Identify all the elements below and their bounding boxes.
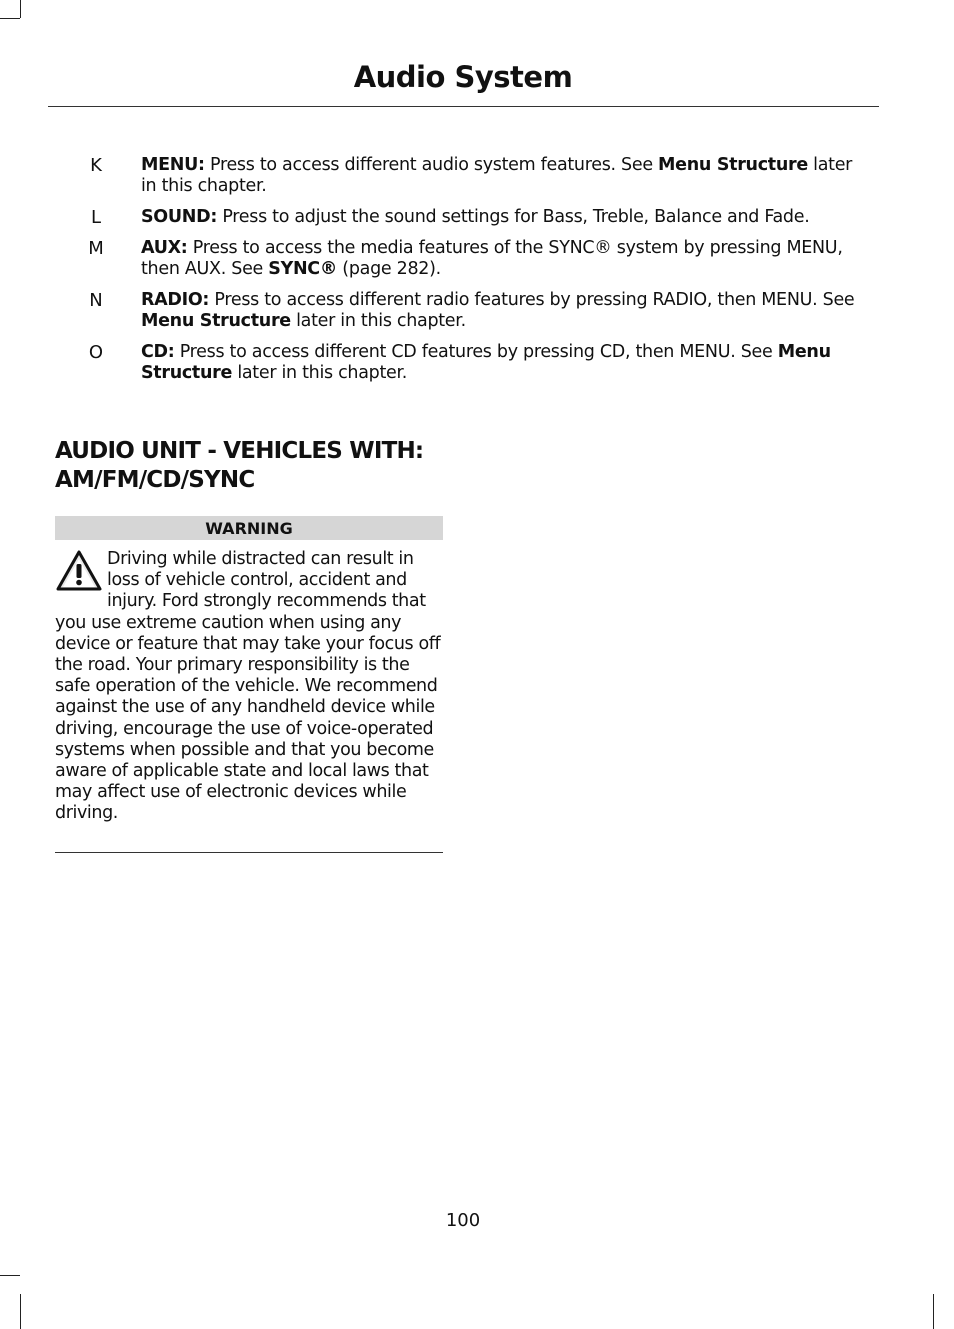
cross-reference: Menu Structure xyxy=(141,311,291,331)
item-description xyxy=(141,290,869,332)
item-text: Press to adjust the sound settings for Bass, Treble, Balance and Fade. xyxy=(217,207,810,227)
item-description xyxy=(141,342,869,384)
item-label: MENU: xyxy=(141,155,205,175)
item-text: Press to access different CD features by pressing CD, then MENU. See xyxy=(174,342,778,362)
warning-label: WARNING xyxy=(55,516,443,540)
crop-mark xyxy=(0,1275,20,1276)
cross-reference: Menu Structure xyxy=(141,342,831,383)
item-key: K xyxy=(90,155,102,176)
crop-mark xyxy=(0,18,20,19)
item-key: N xyxy=(89,290,103,311)
control-list xyxy=(0,155,954,394)
section-heading-line: AM/FM/CD/SYNC xyxy=(55,467,255,493)
item-label: SOUND: xyxy=(141,207,218,227)
cross-reference: SYNC® xyxy=(268,259,338,279)
item-description xyxy=(141,207,869,228)
warning-body xyxy=(55,549,443,825)
crop-mark xyxy=(20,0,21,18)
section-heading xyxy=(55,437,455,495)
item-text: Press to access the media features of the SYNC® system by pressing MENU, then AUX. See xyxy=(141,238,843,279)
item-description xyxy=(141,155,869,197)
item-text: Press to access different radio features by pressing RADIO, then MENU. See xyxy=(209,290,855,310)
list-item xyxy=(0,207,954,228)
item-key: O xyxy=(88,342,104,363)
item-description xyxy=(141,238,869,280)
item-tail: later in this chapter. xyxy=(141,155,853,196)
warning-divider xyxy=(55,852,443,853)
section-heading-line: AUDIO UNIT - VEHICLES WITH: xyxy=(55,438,424,464)
crop-mark xyxy=(933,1294,934,1329)
list-item xyxy=(0,155,954,197)
page-title: Audio System xyxy=(353,60,573,94)
list-item xyxy=(0,290,954,332)
item-key: L xyxy=(90,207,102,228)
item-text: Press to access different audio system features. See xyxy=(204,155,659,175)
icon-spacer xyxy=(55,549,107,609)
page-number: 100 xyxy=(445,1210,481,1231)
item-label: RADIO: xyxy=(141,290,210,310)
list-item xyxy=(0,342,954,384)
item-label: AUX: xyxy=(141,238,188,258)
crop-mark xyxy=(20,1294,21,1329)
item-tail: later in this chapter. xyxy=(290,311,466,331)
item-label: CD: xyxy=(141,342,175,362)
item-tail: later in this chapter. xyxy=(232,363,408,383)
title-divider xyxy=(48,106,879,107)
item-tail: (page 282). xyxy=(337,259,441,279)
item-key: M xyxy=(88,238,104,259)
warning-text: Driving while distracted can result in loss of vehicle control, accident and injury. Ford strongly recommends that you use extreme caution when using any device or feature that may take your focus off the road. Your primary responsibility is the safe operation of the vehicle. We recommend against the use of any handheld device while driving, encourage the use of voice-operated systems when possible and that you become aware of applicable state and local laws that may affect use of electronic devices while driving. xyxy=(55,549,441,824)
list-item xyxy=(0,238,954,280)
cross-reference: Menu Structure xyxy=(658,155,808,175)
